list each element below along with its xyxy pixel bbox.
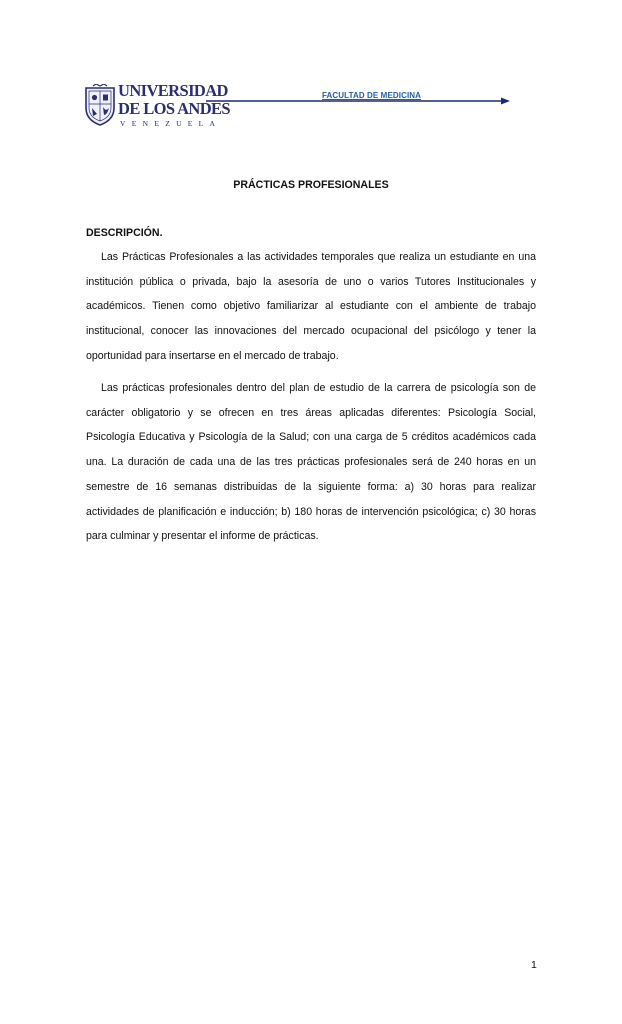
paragraph-description: Las Prácticas Profesionales a las actividades temporales que realiza un estudiante en una institución pública o privada, bajo la asesoría de uno o varios Tutores Institucionales y académicos. Tienen como objetivo familiarizar al estudiante con el ambiente de trabajo institucional, conocer las innovaciones del mercado ocupacional del psicólogo y tener la oportunidad para insertarse en el mercado de trabajo. xyxy=(86,251,536,362)
university-seal-icon xyxy=(84,84,116,126)
page-number: 1 xyxy=(531,959,537,971)
logo-text-universidad: UNIVERSIDAD xyxy=(118,81,228,100)
logo-text-de-los-andes: DE LOS ANDES xyxy=(118,99,231,118)
section-heading: DESCRIPCIÓN. xyxy=(86,227,163,239)
document-title: PRÁCTICAS PROFESIONALES xyxy=(233,179,389,191)
faculty-name: FACULTAD DE MEDICINA xyxy=(322,91,422,100)
logo-text-venezuela: VENEZUELA xyxy=(120,119,222,128)
university-logo xyxy=(84,80,231,132)
paragraph-structure: Las prácticas profesionales dentro del plan de estudio de la carrera de psicología son de carácter obligatorio y se ofrecen en tres áreas aplicadas diferentes: Psicología Social, Psicología Educativa y Psicología de la Salud; con una carga de 5 créditos académicos cada una. La duración de cada una de las tres prácticas profesionales será de 240 horas en un semestre de 16 semanas distribuidas de la siguiente forma: a) 30 horas para realizar actividades de planificación e inducción; b) 180 horas de intervención psicológica; c) 30 horas para culminar y presentar el informe de prácticas. xyxy=(86,382,536,543)
